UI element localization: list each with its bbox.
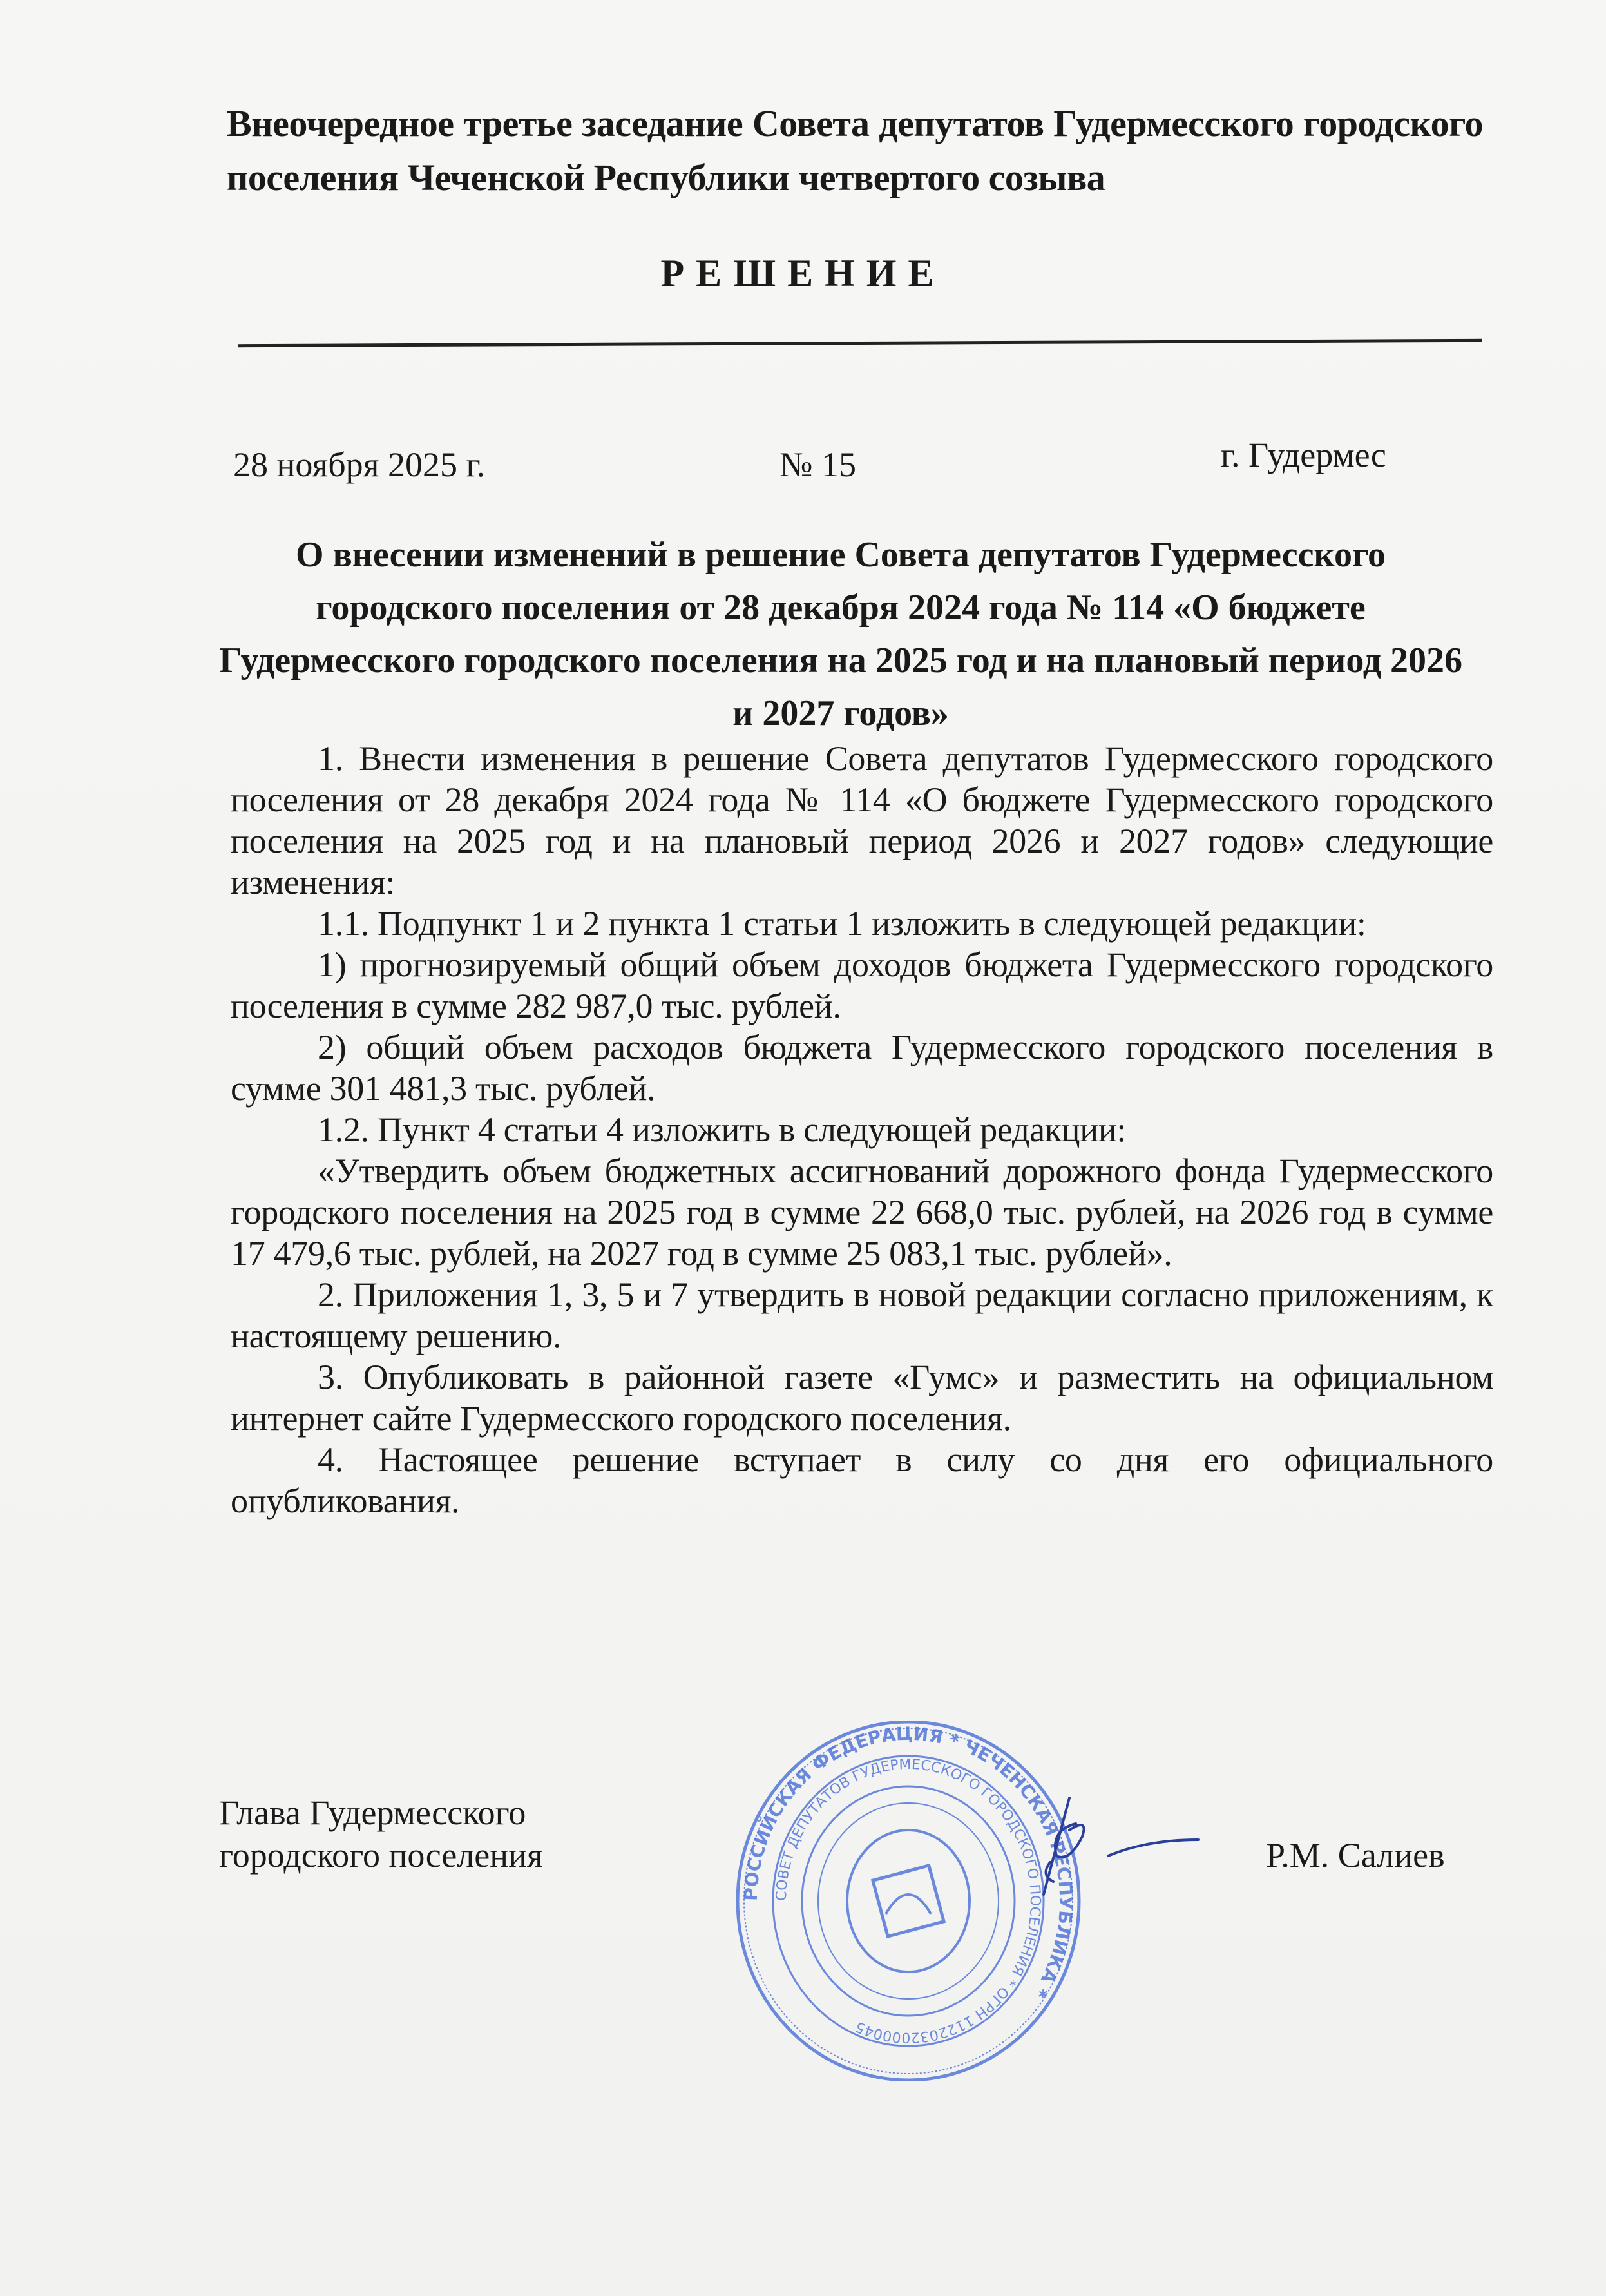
paragraph-1-1: 1.1. Подпункт 1 и 2 пункта 1 статьи 1 изложить в следующей редакции: (318, 904, 1366, 943)
decision-title: О внесении изменений в решение Совета депутатов Гудермесского городского поселения от 28 декабря 2024 года № 114 «О бюджете Гудермесского городского поселения на 2025 год и на плановый период 2026 и 2027 годов» (218, 535, 1463, 733)
header-divider (238, 339, 1482, 347)
document-number: № 15 (779, 445, 857, 484)
decision-body (231, 738, 1493, 1521)
stamp-inner-text: СОВЕТ ДЕПУТАТОВ ГУДЕРМЕССКОГО ГОРОДСКОГО ПОСЕЛЕНИЯ * ОГРН 1122032000045 (773, 1756, 1044, 2046)
svg-text:СОВЕТ ДЕПУТАТОВ ГУДЕРМЕССКОГО (774, 1757, 1043, 2045)
paragraph-1-2-quote: «Утвердить объем бюджетных ассигнований дорожного фонда Гудермесского городского поселения на 2025 год в сумме 22 668,0 тыс. рублей, на 2026 год в сумме 17 479,6 тыс. рублей, на 2027 год в сумме 25 083,1 тыс. рублей». (231, 1152, 1493, 1273)
document-city: г. Гудермес (1221, 436, 1386, 474)
signatory-name: Р.М. Салиев (1266, 1836, 1445, 1875)
document-date: 28 ноября 2025 г. (233, 445, 486, 484)
handwritten-signature-icon (1031, 1785, 1224, 1901)
signatory-title-line1: Глава Гудермесского (219, 1793, 526, 1832)
document-type-title: РЕШЕНИЕ (660, 252, 946, 294)
paragraph-1-1-item-1: 1) прогнозируемый общий объем доходов бюджета Гудермесского городского поселения в сумме 282 987,0 тыс. рублей. (231, 945, 1493, 1025)
signatory-title (219, 1791, 543, 1876)
session-header: Внеочередное третье заседание Совета депутатов Гудермесского городского поселения Чеченской Республики четвертого созыва (227, 102, 1483, 198)
paragraph-4: 4. Настоящее решение вступает в силу со дня его официального опубликования. (231, 1440, 1493, 1520)
paragraph-1: 1. Внести изменения в решение Совета депутатов Гудермесского городского поселения от 28 декабря 2024 года № 114 «О бюджете Гудермесского городского поселения на 2025 год и на плановый период 2026 и 2027 годов» следующие изменения: (231, 739, 1493, 902)
paragraph-1-1-item-2: 2) общий объем расходов бюджета Гудермесского городского поселения в сумме 301 481,3 тыс. рублей. (231, 1028, 1493, 1108)
paragraph-2: 2. Приложения 1, 3, 5 и 7 утвердить в новой редакции согласно приложениям, к настоящему решению. (231, 1275, 1493, 1355)
stamp-outer-text: РОССИЙСКАЯ ФЕДЕРАЦИЯ * ЧЕЧЕНСКАЯ РЕСПУБЛИКА * (740, 1722, 1077, 2002)
signatory-title-line2: городского поселения (219, 1836, 543, 1875)
paragraph-3: 3. Опубликовать в районной газете «Гумс» и разместить на официальном интернет сайте Гудермесского городского поселения. (231, 1358, 1493, 1438)
paragraph-1-2: 1.2. Пункт 4 статьи 4 изложить в следующей редакции: (318, 1110, 1127, 1149)
official-stamp-icon (728, 1721, 1089, 2081)
